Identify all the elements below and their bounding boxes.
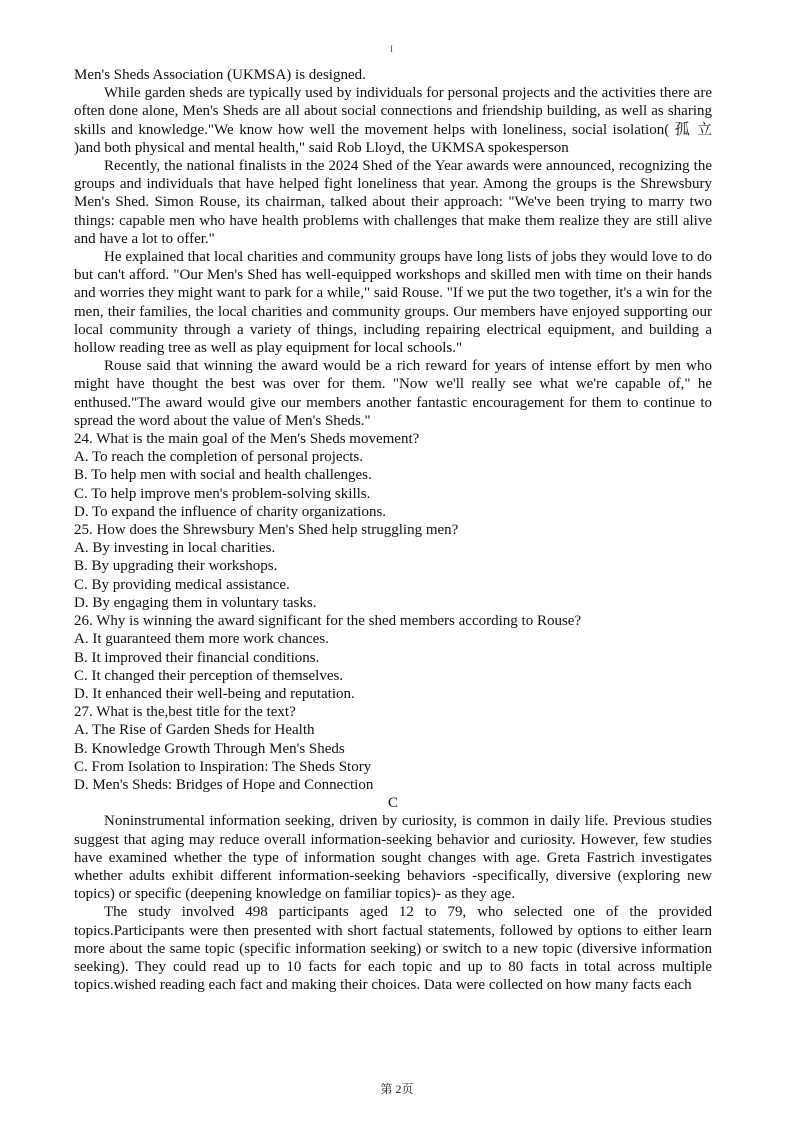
passage-b-paragraph: Rouse said that winning the award would be a rich reward for years of intense effort by men who might have thought the best was over for them. "Now we'll really see what we're capable of," he enthused."The award would give our members another fantastic encouragement for them to continue to spread the word about the value of Men's Sheds." — [74, 358, 712, 429]
passage-c-paragraph: The study involved 498 participants aged 12 to 79, who selected one of the provided topics.Participants were then presented with short factual statements, followed by options to either learn more about the same topic (specific information seeking) or switch to a new topic (diversive information seeking). They could read up to 10 facts for each topic and up to 80 facts in total across multiple topics.wished reading each fact and making their choices. Data were collected on how many facts each — [74, 904, 712, 994]
answer-option: C. By providing medical assistance. — [74, 576, 290, 593]
answer-option: A. By investing in local charities. — [74, 540, 276, 557]
answer-option: C. From Isolation to Inspiration: The Sheds Story — [74, 758, 372, 775]
question-27 — [74, 703, 712, 794]
answer-option: D. Men's Sheds: Bridges of Hope and Connection — [74, 776, 374, 793]
answer-option: D. To expand the influence of charity organizations. — [74, 503, 387, 520]
answer-option: B. By upgrading their workshops. — [74, 558, 278, 575]
answer-option: A. To reach the completion of personal projects. — [74, 449, 363, 466]
answer-option: D. By engaging them in voluntary tasks. — [74, 594, 317, 611]
answer-option: C. To help improve men's problem-solving skills. — [74, 485, 371, 502]
page-content — [74, 66, 712, 994]
passage-b-paragraph: Recently, the national finalists in the 2024 Shed of the Year awards were announced, recognizing the groups and individuals that have helped fight loneliness that year. Among the groups is the Shrewsbury Men's Shed. Simon Rouse, its chairman, talked about their approach: "We've been trying to marry two things: capable men who have health problems with challenges that make them realize they are still alive and have a lot to offer." — [74, 158, 712, 247]
passage-b-paragraph: While garden sheds are typically used by individuals for personal projects and the activities there are often done alone, Men's Sheds are all about social connections and friendship building, as well as sharing skills and knowledge."We know how well the movement helps with loneliness, social isolation( 孤 立 )and both physical and mental health," said Rob Lloyd, the UKMSA spokesperson — [74, 85, 712, 156]
answer-option: A. It guaranteed them more work chances. — [74, 631, 329, 648]
answer-option: B. Knowledge Growth Through Men's Sheds — [74, 740, 345, 757]
passage-c-paragraph: Noninstrumental information seeking, driven by curiosity, is common in daily life. Previous studies suggest that aging may reduce overall information-seeking behavior and curiosity. However, few studies have examined whether the type of information sought changes with age. Greta Fastrich investigates whether adults exhibit different information-seeking behaviors -specifically, diversive (exploring new topics) or specific (deepening knowledge on familiar topics)- as they age. — [74, 813, 712, 903]
question-stem: 25. How does the Shrewsbury Men's Shed help struggling men? — [74, 522, 459, 539]
question-stem: 24. What is the main goal of the Men's Sheds movement? — [74, 431, 420, 448]
section-c-heading: C — [387, 795, 398, 812]
question-24 — [74, 430, 712, 521]
question-26 — [74, 612, 712, 703]
answer-option: D. It enhanced their well-being and reputation. — [74, 685, 355, 702]
passage-b-paragraph: Men's Sheds Association (UKMSA) is designed. — [74, 67, 366, 83]
question-stem: 26. Why is winning the award significant for the shed members according to Rouse? — [74, 613, 582, 630]
answer-option: C. It changed their perception of themselves. — [74, 667, 344, 684]
page-number: 第 2页 — [380, 1082, 414, 1096]
answer-option: A. The Rise of Garden Sheds for Health — [74, 722, 315, 739]
passage-b-paragraph: He explained that local charities and community groups have long lists of jobs they would love to do but can't afford. "Our Men's Shed has well-equipped workshops and skilled men with time on their hands and worries they might want to park for a while," said Rouse. "If we put the two together, it's a win for the men, their families, the local charities and community groups. Our members have enjoyed supporting our local community through a variety of things, including repairing electrical equipment, and building a hollow reading tree as well as play equipment for local schools." — [74, 249, 712, 357]
question-stem: 27. What is the,best title for the text? — [74, 704, 296, 721]
answer-option: B. It improved their financial conditions. — [74, 649, 320, 666]
header-mark: I — [390, 44, 393, 54]
question-25 — [74, 521, 712, 612]
answer-option: B. To help men with social and health challenges. — [74, 467, 372, 484]
